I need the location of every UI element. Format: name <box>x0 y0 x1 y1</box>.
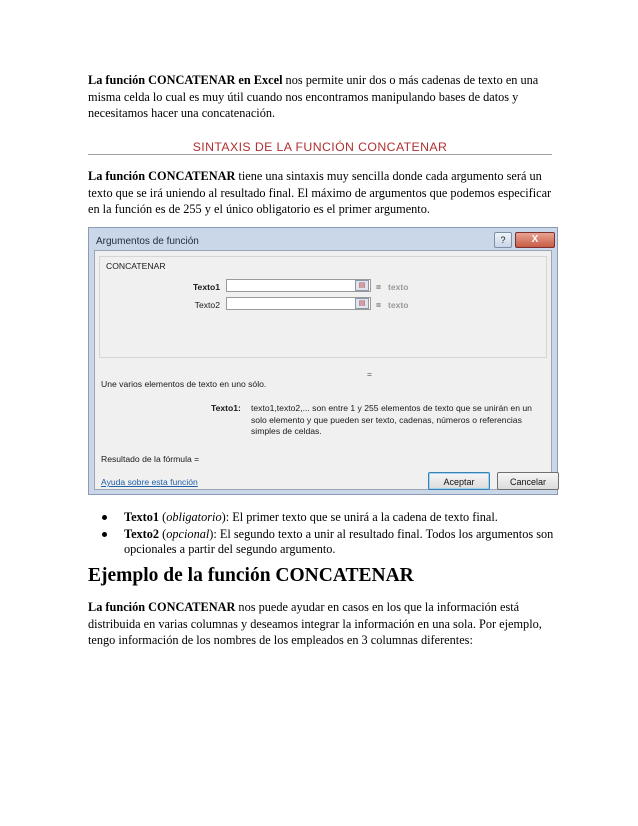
list-item: Texto2 (opcional): El segundo texto a unir al resultado final. Todos los argumentos son opcionales a partir del segundo argumento. <box>100 527 570 558</box>
bullet-term: Texto2 <box>124 526 160 541</box>
texto2-label: Texto2 <box>194 300 220 310</box>
bullet-text: : El segundo texto a unir al resultado final. Todos los argumentos son opcionales a partir del segundo argumento. <box>124 526 554 556</box>
example-text: nos puede ayudar en casos en los que la información está distribuida en varias columnas y deseamos integrar la información en una sola. Por ejemplo, tengo información de los nombres de los empleados en 3 columnas diferentes: <box>88 600 542 648</box>
argument-detail-text: texto1,texto2,... son entre 1 y 255 elementos de texto que se unirán en un solo elemento y que pueden ser texto, cadenas, números o referencias simples de celdas. <box>251 403 532 436</box>
close-button[interactable]: X <box>515 232 555 248</box>
texto2-result: texto <box>388 300 409 310</box>
equals-sign: = <box>376 282 382 292</box>
help-link[interactable]: Ayuda sobre esta función <box>101 477 198 487</box>
arguments-group <box>99 256 547 358</box>
syntax-heading <box>88 138 552 155</box>
bullet-icon <box>102 515 107 520</box>
list-item: Texto1 (obligatorio): El primer texto que se unirá a la cadena de texto final. <box>100 510 570 526</box>
dialog-title: Argumentos de función <box>96 236 199 247</box>
argument-detail-name: Texto1: <box>211 403 241 413</box>
bullet-text: : El primer texto que se unirá a la cadena de texto final. <box>225 510 498 524</box>
syntax-paragraph <box>88 168 558 218</box>
ok-button[interactable]: Aceptar <box>428 472 490 490</box>
collapse-ref-icon[interactable]: ▤ <box>355 298 369 309</box>
example-heading: Ejemplo de la función CONCATENAR <box>88 565 414 586</box>
equals-sign: = <box>376 300 382 310</box>
arguments-list <box>100 510 570 559</box>
bullet-qualifier: opcional <box>166 526 210 541</box>
bullet-term: Texto1 <box>124 510 160 524</box>
function-description: Une varios elementos de texto en uno sólo. <box>101 379 267 389</box>
function-result-equals: = <box>367 369 373 379</box>
intro-text: nos permite unir dos o más cadenas de texto en una misma celda lo cual es muy útil cuando nos encontramos manipulando bases de datos y necesitamos hacer una concatenación. <box>88 73 539 121</box>
syntax-text: tiene una sintaxis muy sencilla donde cada argumento será un texto que se irá uniendo al resultado final. El máximo de argumentos que podemos especificar en la función es de 255 y el único obligatorio es el primer argumento. <box>88 169 552 217</box>
function-name-label: CONCATENAR <box>106 261 166 271</box>
formula-result-label: Resultado de la fórmula = <box>101 454 200 464</box>
cancel-button[interactable]: Cancelar <box>497 472 559 490</box>
texto1-label: Texto1 <box>192 282 220 292</box>
dialog-body <box>94 250 552 490</box>
bullet-qualifier: obligatorio <box>166 510 222 524</box>
collapse-ref-icon[interactable]: ▤ <box>355 280 369 291</box>
example-paragraph <box>88 599 558 649</box>
bullet-icon <box>102 532 107 537</box>
texto2-input[interactable] <box>226 297 371 310</box>
texto1-result: texto <box>388 282 409 292</box>
syntax-bold: La función CONCATENAR <box>88 169 236 183</box>
syntax-heading-text: SINTAXIS DE LA FUNCIÓN CONCATENAR <box>192 140 448 154</box>
help-icon[interactable]: ? <box>494 232 512 248</box>
function-arguments-dialog <box>88 227 558 495</box>
texto1-input[interactable] <box>226 279 371 292</box>
intro-bold: La función CONCATENAR en Excel <box>88 73 283 87</box>
example-bold: La función CONCATENAR <box>88 600 236 614</box>
intro-paragraph <box>88 72 558 122</box>
